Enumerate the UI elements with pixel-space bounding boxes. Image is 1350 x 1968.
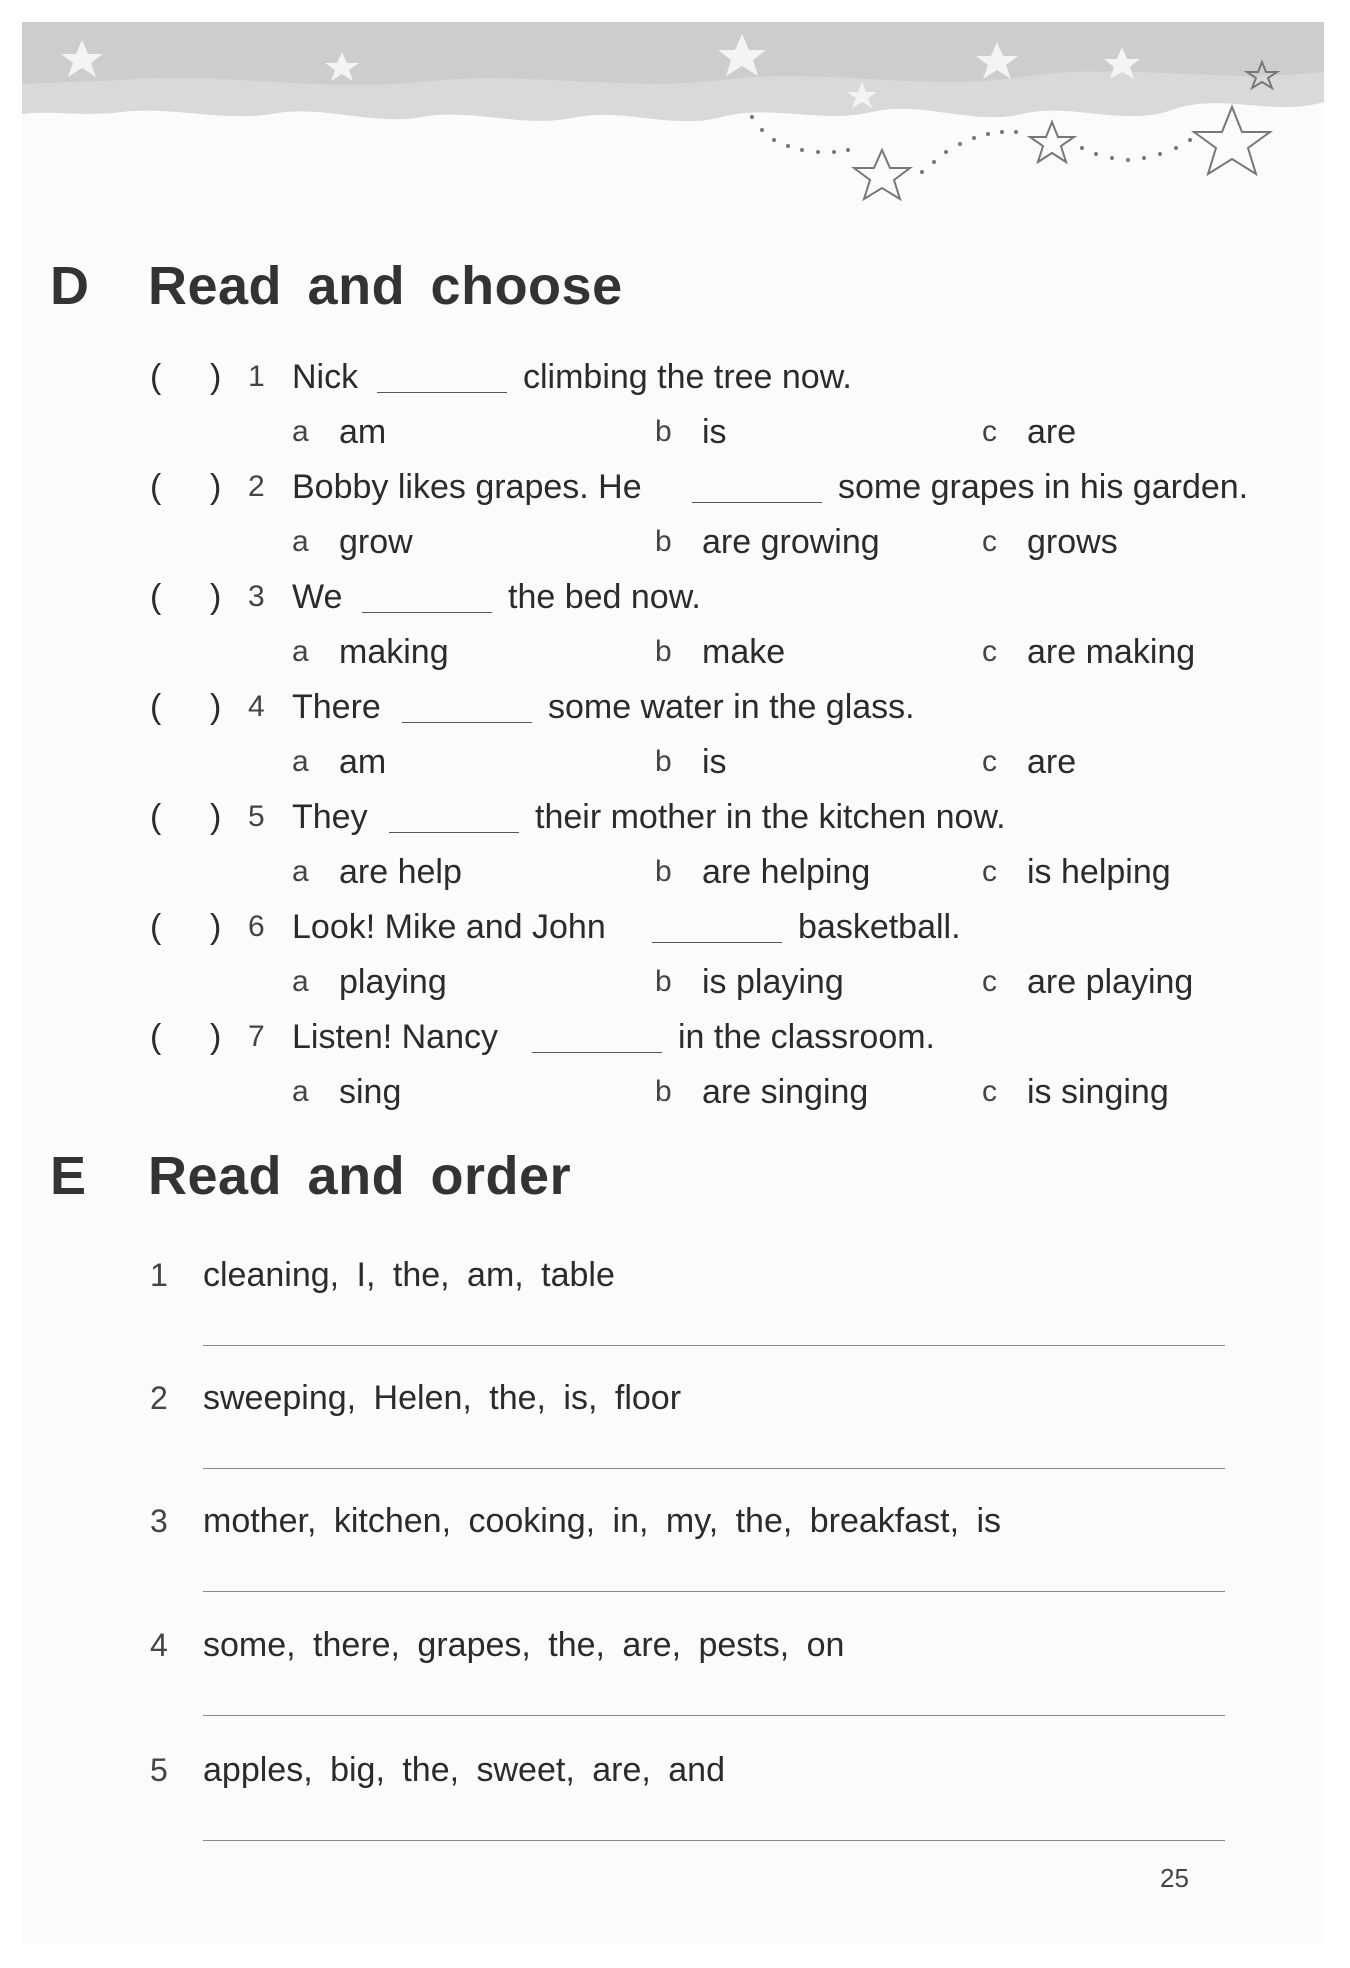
option-letter: b: [655, 415, 672, 448]
option-letter: b: [655, 1075, 672, 1108]
option-letter: c: [982, 635, 997, 668]
question-line: [0, 902, 1350, 952]
order-item: [0, 1250, 1350, 1370]
answer-line[interactable]: [203, 1468, 1225, 1469]
question-line: [0, 352, 1350, 402]
option-letter: a: [292, 635, 309, 668]
option-text[interactable]: are: [1027, 413, 1077, 451]
question-stem-post: climbing the tree now.: [523, 358, 852, 396]
answer-line[interactable]: [203, 1591, 1225, 1592]
order-number: 1: [150, 1257, 168, 1293]
order-number: 3: [150, 1503, 168, 1539]
order-item: [0, 1745, 1350, 1865]
question-number: 4: [248, 690, 265, 723]
answer-paren-right: ): [210, 468, 222, 506]
answer-paren-left[interactable]: (: [150, 1018, 162, 1056]
option-text[interactable]: are growing: [702, 523, 880, 561]
answer-paren-left[interactable]: (: [150, 578, 162, 616]
option-text[interactable]: sing: [339, 1073, 402, 1111]
question-number: 5: [248, 800, 265, 833]
option-letter: c: [982, 525, 997, 558]
option-letter: a: [292, 965, 309, 998]
order-words: mother, kitchen, cooking, in, my, the, breakfast, is: [203, 1502, 1002, 1540]
option-letter: b: [655, 525, 672, 558]
option-letter: a: [292, 415, 309, 448]
question-item: [0, 902, 1350, 1012]
option-letter: a: [292, 745, 309, 778]
option-text[interactable]: are helping: [702, 853, 871, 891]
question-number: 1: [248, 360, 265, 393]
question-number: 2: [248, 470, 265, 503]
question-stem-pre: Listen! Nancy: [292, 1018, 498, 1056]
order-words: some, there, grapes, the, are, pests, on: [203, 1626, 845, 1664]
fill-blank[interactable]: [692, 470, 822, 503]
question-stem-post: some water in the glass.: [548, 688, 915, 726]
star-banner-decoration: [22, 22, 1324, 222]
question-stem-pre: Bobby likes grapes. He: [292, 468, 642, 506]
question-item: [0, 352, 1350, 462]
option-letter: a: [292, 1075, 309, 1108]
question-stem-pre: There: [292, 688, 381, 726]
order-words: cleaning, I, the, am, table: [203, 1256, 615, 1294]
fill-blank[interactable]: [389, 800, 519, 833]
answer-paren-left[interactable]: (: [150, 358, 162, 396]
order-words: sweeping, Helen, the, is, floor: [203, 1379, 682, 1417]
option-letter: c: [982, 745, 997, 778]
answer-paren-right: ): [210, 578, 222, 616]
section-e-header: [50, 1145, 571, 1207]
option-text[interactable]: are playing: [1027, 963, 1194, 1001]
option-text[interactable]: is: [702, 413, 727, 451]
question-number: 7: [248, 1020, 265, 1053]
fill-blank[interactable]: [402, 690, 532, 723]
option-line: [0, 737, 1350, 787]
question-stem-pre: They: [292, 798, 368, 836]
option-letter: b: [655, 745, 672, 778]
option-text[interactable]: grows: [1027, 523, 1118, 561]
question-item: [0, 572, 1350, 682]
answer-paren-right: ): [210, 358, 222, 396]
option-text[interactable]: am: [339, 413, 387, 451]
answer-line[interactable]: [203, 1345, 1225, 1346]
answer-line[interactable]: [203, 1840, 1225, 1841]
fill-blank[interactable]: [532, 1020, 662, 1053]
question-stem-post: in the classroom.: [678, 1018, 935, 1056]
option-line: [0, 847, 1350, 897]
option-line: [0, 627, 1350, 677]
question-stem-pre: Nick: [292, 358, 359, 396]
question-number: 3: [248, 580, 265, 613]
question-line: [0, 572, 1350, 622]
section-letter: D: [50, 256, 89, 316]
section-title: Read and choose: [148, 256, 623, 316]
answer-paren-left[interactable]: (: [150, 908, 162, 946]
option-line: [0, 957, 1350, 1007]
order-item: [0, 1496, 1350, 1616]
option-letter: b: [655, 965, 672, 998]
option-text[interactable]: is: [702, 743, 727, 781]
option-text[interactable]: is playing: [702, 963, 844, 1001]
option-letter: c: [982, 965, 997, 998]
order-words: apples, big, the, sweet, are, and: [203, 1751, 725, 1789]
order-number: 5: [150, 1752, 168, 1788]
option-letter: b: [655, 635, 672, 668]
order-item: [0, 1373, 1350, 1493]
answer-paren-left[interactable]: (: [150, 798, 162, 836]
option-line: [0, 1067, 1350, 1117]
question-line: [0, 1012, 1350, 1062]
order-item: [0, 1620, 1350, 1740]
question-line: [0, 462, 1350, 512]
question-stem-post: their mother in the kitchen now.: [535, 798, 1006, 836]
answer-line[interactable]: [203, 1715, 1225, 1716]
answer-paren-right: ): [210, 908, 222, 946]
option-line: [0, 517, 1350, 567]
question-stem-post: basketball.: [798, 908, 961, 946]
option-text[interactable]: make: [702, 633, 786, 671]
option-text[interactable]: is helping: [1027, 853, 1171, 891]
option-letter: a: [292, 855, 309, 888]
question-line: [0, 792, 1350, 842]
question-number: 6: [248, 910, 265, 943]
option-text[interactable]: playing: [339, 963, 447, 1001]
order-number: 4: [150, 1627, 168, 1663]
question-item: [0, 462, 1350, 572]
fill-blank[interactable]: [652, 910, 782, 943]
option-letter: c: [982, 1075, 997, 1108]
option-text[interactable]: are making: [1027, 633, 1196, 671]
option-text[interactable]: are singing: [702, 1073, 869, 1111]
question-item: [0, 792, 1350, 902]
fill-blank[interactable]: [362, 580, 492, 613]
order-number: 2: [150, 1380, 168, 1416]
option-letter: c: [982, 855, 997, 888]
option-line: [0, 407, 1350, 457]
answer-paren-left[interactable]: (: [150, 688, 162, 726]
option-text[interactable]: are: [1027, 743, 1077, 781]
option-text[interactable]: making: [339, 633, 449, 671]
section-d-header: [50, 255, 623, 317]
section-letter: E: [50, 1146, 87, 1206]
answer-paren-right: ): [210, 798, 222, 836]
answer-paren-right: ): [210, 688, 222, 726]
fill-blank[interactable]: [377, 360, 507, 393]
answer-paren-left[interactable]: (: [150, 468, 162, 506]
question-stem-post: some grapes in his garden.: [838, 468, 1249, 506]
question-stem-pre: We: [292, 578, 343, 616]
option-letter: c: [982, 415, 997, 448]
question-item: [0, 682, 1350, 792]
question-stem-post: the bed now.: [508, 578, 701, 616]
answer-paren-right: ): [210, 1018, 222, 1056]
option-text[interactable]: are help: [339, 853, 462, 891]
option-letter: b: [655, 855, 672, 888]
option-letter: a: [292, 525, 309, 558]
page-number: 25: [1160, 1863, 1189, 1893]
option-text[interactable]: grow: [339, 523, 413, 561]
section-title: Read and order: [148, 1146, 572, 1206]
question-stem-pre: Look! Mike and John: [292, 908, 606, 946]
option-text[interactable]: is singing: [1027, 1073, 1169, 1111]
question-item: [0, 1012, 1350, 1122]
question-line: [0, 682, 1350, 732]
option-text[interactable]: am: [339, 743, 387, 781]
